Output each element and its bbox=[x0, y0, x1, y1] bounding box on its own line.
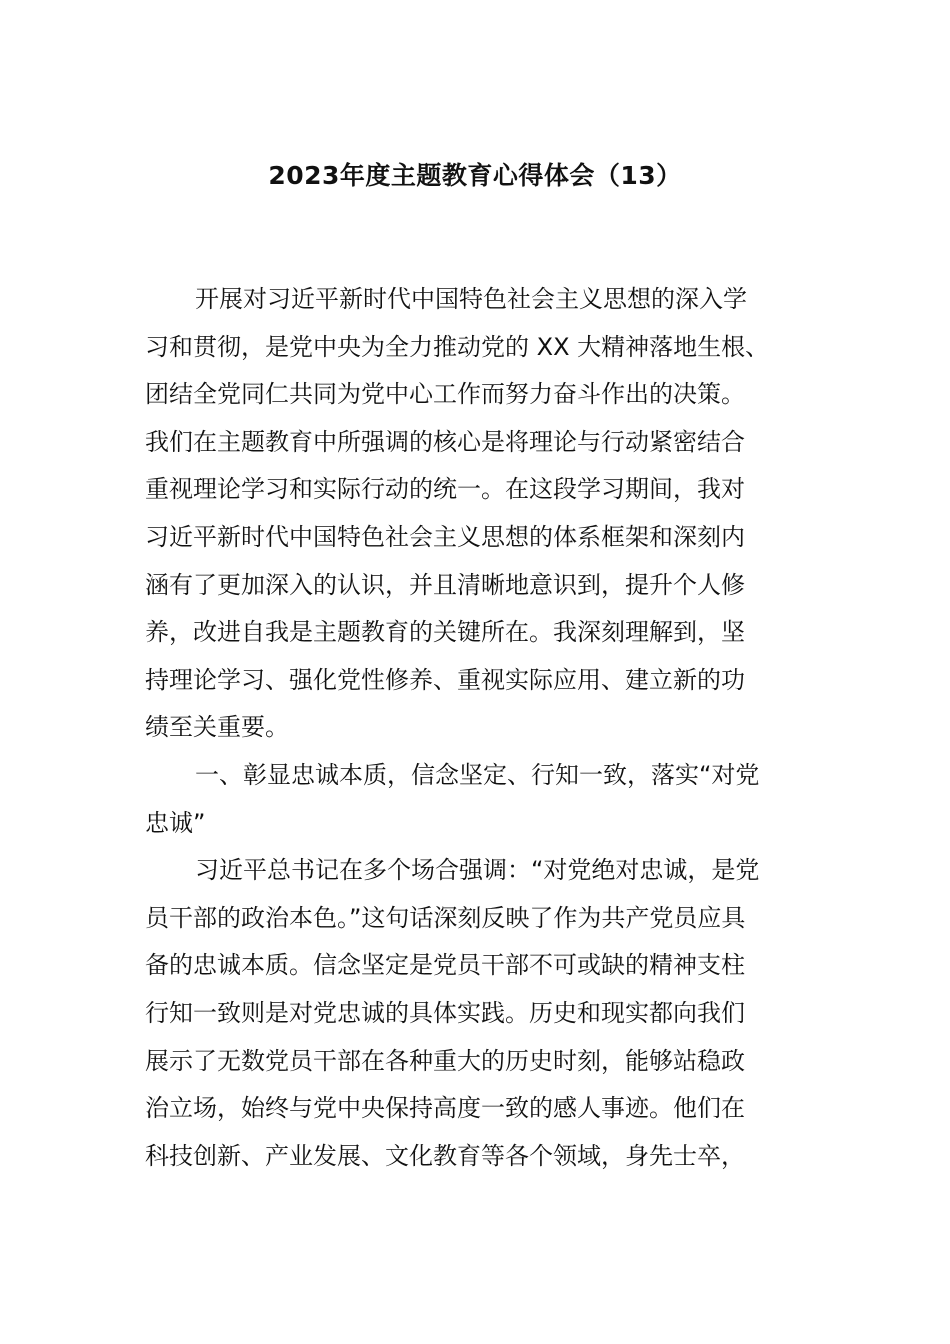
paragraph-line: 员干部的政治本色。”这句话深刻反映了作为共产党员应具 bbox=[145, 903, 746, 932]
paragraph-line: 展示了无数党员干部在各种重大的历史时刻，能够站稳政 bbox=[145, 1046, 745, 1075]
document-title: 2023年度主题教育心得体会（13） bbox=[268, 161, 682, 190]
paragraph-line: 涵有了更加深入的认识，并且清晰地意识到，提升个人修 bbox=[145, 570, 745, 599]
paragraph-line: 行知一致则是对党忠诚的具体实践。历史和现实都向我们 bbox=[145, 998, 745, 1027]
paragraph-line: 开展对习近平新时代中国特色社会主义思想的深入学 bbox=[195, 285, 747, 313]
paragraph-line: 我们在主题教育中所强调的核心是将理论与行动紧密结合 bbox=[145, 427, 745, 456]
document-body bbox=[145, 276, 807, 1180]
section-heading-line: 一、彰显忠诚本质，信念坚定、行知一致，落实“对党 bbox=[195, 760, 760, 789]
paragraph-line: 重视理论学习和实际行动的统一。在这段学习期间，我对 bbox=[145, 475, 745, 504]
paragraph-line: 习和贯彻，是党中央为全力推动党的 XX 大精神落地生根、 bbox=[145, 332, 770, 361]
paragraph-line: 绩至关重要。 bbox=[145, 713, 289, 742]
paragraph-line: 持理论学习、强化党性修养、重视实际应用、建立新的功 bbox=[145, 665, 745, 694]
paragraph-line: 养，改进自我是主题教育的关键所在。我深刻理解到，坚 bbox=[145, 618, 745, 647]
paragraph-line: 团结全党同仁共同为党中心工作而努力奋斗作出的决策。 bbox=[145, 380, 745, 409]
paragraph-line: 科技创新、产业发展、文化教育等各个领域，身先士卒， bbox=[145, 1141, 745, 1170]
paragraph-line: 习近平新时代中国特色社会主义思想的体系框架和深刻内 bbox=[145, 522, 745, 551]
paragraph-line: 备的忠诚本质。信念坚定是党员干部不可或缺的精神支柱 bbox=[145, 951, 745, 980]
section-heading-line: 忠诚” bbox=[145, 808, 206, 837]
paragraph-line: 习近平总书记在多个场合强调：“对党绝对忠诚，是党 bbox=[195, 856, 760, 885]
paragraph-line: 治立场，始终与党中央保持高度一致的感人事迹。他们在 bbox=[145, 1094, 745, 1123]
